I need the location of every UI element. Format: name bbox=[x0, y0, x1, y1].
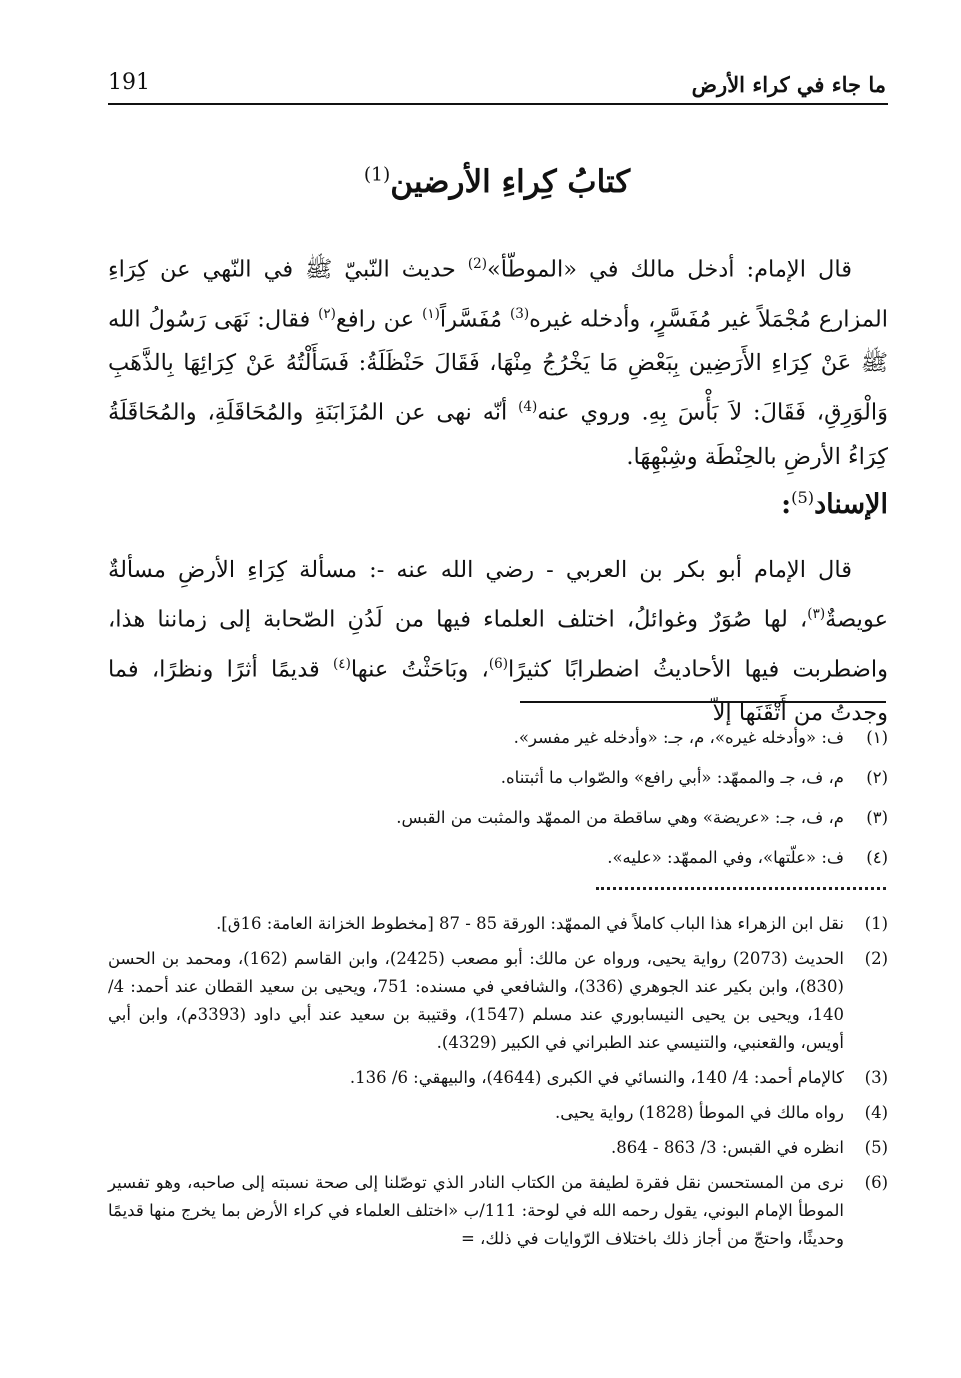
note-number: (1) bbox=[864, 914, 888, 933]
note-text: ف: «علّتها»، وفي الممهّد: «عليه». bbox=[607, 848, 844, 867]
paragraph-ibn-al-arabi bbox=[108, 548, 888, 735]
footnote-ref: (5) bbox=[791, 488, 815, 507]
note-text: نرى من المستحسن نقل فقرة لطيفة من الكتاب النادر الذي توصّلنا إلى صحة نسبته إلى صاحبه، وهو تفسير الموطأ الإمام البوني، يقول رحمه الله في لوحة: 111/ب «اختلف العلماء في كراء الأرض بما يخرج منها قديمًا وحديثًا، واحتجّ من أجاز ذلك باختلاف الرّوايات في ذلك، = bbox=[108, 1173, 845, 1248]
source-note bbox=[108, 1169, 888, 1253]
source-notes bbox=[108, 910, 888, 1260]
section-heading-text: الإسناد bbox=[814, 489, 888, 520]
note-text: م، ف، جـ والممهّد: «أبي رافع» والصّواب ما أثبتناه. bbox=[500, 768, 844, 787]
note-text: الحديث (2073) رواية يحيى، ورواه عن مالك: أبو مصعب (2425)، وابن القاسم (162)، ومحمد بن الحسن (830)، وابن بكير عند الجوهري (336)، والشافعي في مسنده: 751، ويحيى بن سعيد القطان عند أحمد: 4/ 140، ويحيى بن يحيى النيسابوري عند مسلم (1547)، وقتيبة بن سعيد عند أبي داود (3393م)، وابن أبي أويس، والقعنبي، والتنيسي عند الطبراني في الكبير (4329). bbox=[108, 949, 844, 1052]
chapter-title-text: كتابُ كِراءِ الأرضين bbox=[390, 164, 631, 200]
chapter-footnote-ref: (1) bbox=[363, 164, 391, 186]
variant-notes bbox=[108, 718, 888, 878]
note-number: (2) bbox=[864, 949, 888, 968]
paragraph-text: حديث النّبيّ ﷺ في النّهي عن كِرَاءِ المزارع مُجْمَلاً غير مُفَسَّرٍ، وأدخله غيره bbox=[108, 256, 888, 332]
note-text: نقل ابن الزهراء هذا الباب كاملاً في الممهّد: الورقة 85 - 87 [مخطوط الخزانة العامة: 16ق]. bbox=[216, 914, 844, 933]
running-title: ما جاء في كراء الأرض bbox=[691, 72, 886, 97]
source-note bbox=[108, 1099, 888, 1127]
note-number: (٢) bbox=[866, 768, 888, 787]
source-note bbox=[108, 1134, 888, 1162]
variant-ref: (٣) bbox=[807, 606, 826, 622]
note-number: (٣) bbox=[866, 808, 888, 827]
note-text: كالإمام أحمد: 4/ 140، والنسائي في الكبرى (4644)، والبيهقي: 6/ 136. bbox=[349, 1068, 844, 1087]
chapter-title bbox=[108, 164, 886, 200]
page-number: 191 bbox=[108, 70, 150, 95]
note-number: (3) bbox=[864, 1068, 888, 1087]
footnotes-rule bbox=[520, 701, 886, 703]
note-number: (١) bbox=[866, 728, 888, 747]
note-text: انظره في القبس: 3/ 863 - 864. bbox=[610, 1138, 844, 1157]
note-number: (5) bbox=[864, 1138, 888, 1157]
running-header bbox=[108, 64, 886, 102]
source-note bbox=[108, 945, 888, 1057]
note-text: ف: «وأدخله غيره»، م، جـ: «وأدخله غير مفسر». bbox=[513, 728, 844, 747]
note-number: (4) bbox=[864, 1103, 888, 1122]
footnote-ref: (4) bbox=[518, 399, 538, 415]
paragraph-text: مُفَسَّراً bbox=[439, 306, 510, 332]
paragraph-text: قال الإمام أبو بكر بن العربي - رضي الله عنه -: مسألة كِرَاءِ الأرضِ مسألةٌ عويصةٌ bbox=[108, 557, 888, 633]
paragraph-text: قال الإمام: أدخل مالك في «الموطّأ» bbox=[486, 256, 852, 283]
header-rule bbox=[108, 103, 888, 105]
paragraph-text: فقال: نَهَى رَسُولُ الله ﷺ عَنْ كِرَاءِ الأَرَضِين بِبَعْضِ مَا يَخْرُجُ مِنْهَا، فَقَالَ حَنْظَلَةُ: فَسَأَلْتُهُ عَنْ كِرَائِهَا بِالذَّهَبِ وَالْوَرِقِ، فَقَالَ: لاَ بَأْسَ بِهِ. وروي عنه bbox=[108, 306, 888, 426]
section-heading-colon: : bbox=[781, 489, 792, 520]
paragraph-text: قديمًا أثرًا ونظرًا، فما وجدتُ من أَتْقَنَها إلاّ bbox=[108, 656, 888, 726]
footnote-ref: (2) bbox=[467, 256, 487, 272]
variant-note bbox=[108, 838, 888, 878]
dotted-separator bbox=[596, 887, 886, 890]
note-number: (٤) bbox=[866, 848, 888, 867]
variant-ref: (٤) bbox=[333, 655, 351, 672]
note-text: رواه مالك في الموطأ (1828) رواية يحيى. bbox=[555, 1103, 844, 1122]
note-number: (6) bbox=[864, 1173, 888, 1192]
paragraph-text: ، وبَاحَثْتُ عنها bbox=[350, 656, 489, 682]
footnote-ref: (6) bbox=[488, 655, 508, 672]
variant-ref: (٢) bbox=[318, 305, 336, 322]
source-note bbox=[108, 910, 888, 938]
variant-ref: (١) bbox=[422, 305, 440, 322]
section-heading-isnad bbox=[108, 488, 888, 520]
note-text: م، ف، جـ: «عريضة» وهي ساقطة من الممهّد والمثبت من القبس. bbox=[396, 808, 844, 827]
variant-note bbox=[108, 718, 888, 758]
footnote-ref: (3) bbox=[509, 305, 530, 322]
paragraph-imam-opening bbox=[108, 242, 888, 479]
paragraph-text: عن رافع bbox=[335, 306, 423, 332]
variant-note bbox=[108, 798, 888, 838]
paragraph-text: ، لها صُوَرٌ وغوائلُ، اختلف العلماء فيها من لَدُنِ الصّحابة إلى زماننا هذا، واضطربت فيها الأحاديثُ اضطرابًا كثيرًا bbox=[108, 606, 888, 682]
source-note bbox=[108, 1064, 888, 1092]
paragraph-text: أنّه نهى عن المُزَابَنَةِ والمُحَاقَلَةِ، والمُحَاقَلَةُ كِرَاءُ الأرضِ بالحِنْطَة وشِبْهِهَا. bbox=[108, 399, 888, 470]
variant-note bbox=[108, 758, 888, 798]
